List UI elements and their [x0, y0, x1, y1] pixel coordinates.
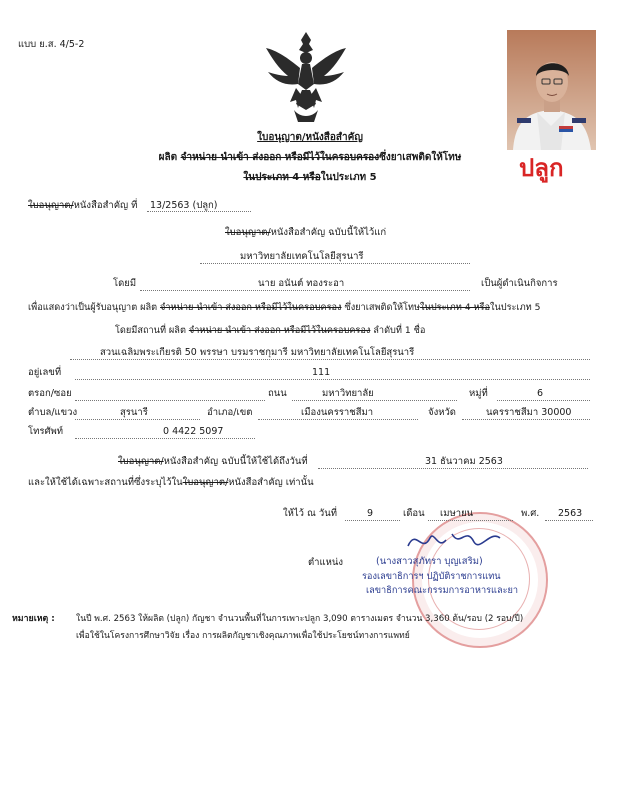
validity-line: ใบอนุญาต/หนังสือสำคัญ ฉบับนี้ให้ใช้ได้ถึงวันที่ [118, 456, 308, 467]
phone-label: โทรศัพท์ [28, 426, 64, 437]
note-line-1: ในปี พ.ศ. 2563 ให้ผลิต (ปลูก) กัญชา จำนวนพื้นที่ในการเพาะปลูก 3,090 ตารางเมตร จำนวน 3,360 ต้น/รอบ (2 รอบ/ปี) [76, 614, 524, 624]
plant-stamp: ปลูก [519, 154, 564, 182]
garuda-emblem-icon [258, 28, 354, 128]
signer-name: (นางสาวสุภัทรา บุญเสริม) [376, 556, 483, 567]
moo-label: หมู่ที่ [469, 388, 488, 399]
signer-title-2: เลขาธิการคณะกรรมการอาหารและยา [366, 585, 519, 596]
tambon: สุรนารี [120, 407, 148, 418]
licensee-name: มหาวิทยาลัยเทคโนโลยีสุรนารี [240, 251, 364, 262]
given-year-label: พ.ศ. [521, 508, 540, 519]
title-line-3: ในประเภท 4 หรือในประเภท 5 [243, 172, 377, 183]
soi-label: ตรอก/ซอย [28, 388, 72, 399]
signer-title-1: รองเลขาธิการฯ ปฏิบัติราชการแทน [362, 571, 501, 582]
issue-line: ใบอนุญาต/หนังสือสำคัญ ฉบับนี้ให้ไว้แก่ [225, 227, 387, 238]
operator-suffix: เป็นผู้ดำเนินกิจการ [481, 278, 558, 289]
scope-line: และให้ใช้ได้เฉพาะสถานที่ซึ่งระบุไว้ในใบอนุญาต/หนังสือสำคัญ เท่านั้น [28, 477, 314, 488]
amphoe-label: อำเภอ/เขต [207, 407, 253, 418]
province-label: จังหวัด [428, 407, 456, 418]
given-label: ให้ไว้ ณ วันที่ [283, 508, 337, 519]
premises-line: โดยมีสถานที่ ผลิต จำหน่าย นำเข้า ส่งออก หรือมีไว้ในครอบครอง ลำดับที่ 1 ชื่อ [115, 325, 426, 336]
amphoe: เมืองนครราชสีมา [301, 407, 374, 418]
title-line-2: ผลิต จำหน่าย นำเข้า ส่งออก หรือมีไว้ในครอบครองซึ่งยาเสพติดให้โทษ [158, 152, 462, 163]
signature-scribble [400, 520, 510, 560]
road: มหาวิทยาลัย [322, 388, 374, 399]
house-number: 111 [312, 367, 331, 378]
province: นครราชสีมา 30000 [486, 407, 572, 418]
moo: 6 [537, 388, 544, 399]
position-label: ตำแหน่ง [308, 557, 344, 568]
phone: 0 4422 5097 [163, 426, 224, 437]
house-number-label: อยู่เลขที่ [28, 367, 62, 378]
tambon-label: ตำบล/แขวง [28, 407, 78, 418]
form-code: แบบ ย.ส. 4/5-2 [18, 39, 85, 50]
given-month: เมษายน [440, 508, 474, 519]
road-label: ถนน [268, 388, 287, 399]
given-month-label: เดือน [403, 508, 425, 519]
note-label: หมายเหตุ : [12, 614, 55, 624]
given-year: 2563 [558, 508, 583, 519]
validity-date: 31 ธันวาคม 2563 [425, 456, 503, 467]
license-number: 13/2563 (ปลูก) [150, 200, 218, 211]
document-title: ใบอนุญาต/หนังสือสำคัญ [257, 132, 363, 143]
note-line-2: เพื่อใช้ในโครงการศึกษาวิจัย เรื่อง การผลิตกัญชาเชิงคุณภาพเพื่อใช้ประโยชน์ทางการแพทย์ [76, 631, 410, 641]
operator-label: โดยมี [113, 278, 137, 289]
operator-name: นาย อนันต์ ทองระอา [258, 278, 345, 289]
purpose-line: เพื่อแสดงว่าเป็นผู้รับอนุญาต ผลิต จำหน่าย นำเข้า ส่งออก หรือมีไว้ในครอบครอง ซึ่งยาเสพติดให้โทษในประเภท 4 หรือในประเภท 5 [28, 302, 541, 313]
license-number-row: ใบอนุญาต/หนังสือสำคัญ ที่ [28, 200, 138, 211]
premises-name: สวนเฉลิมพระเกียรติ 50 พรรษา บรมราชกุมารี มหาวิทยาลัยเทคโนโลยีสุรนารี [100, 347, 415, 358]
given-day: 9 [367, 508, 374, 519]
